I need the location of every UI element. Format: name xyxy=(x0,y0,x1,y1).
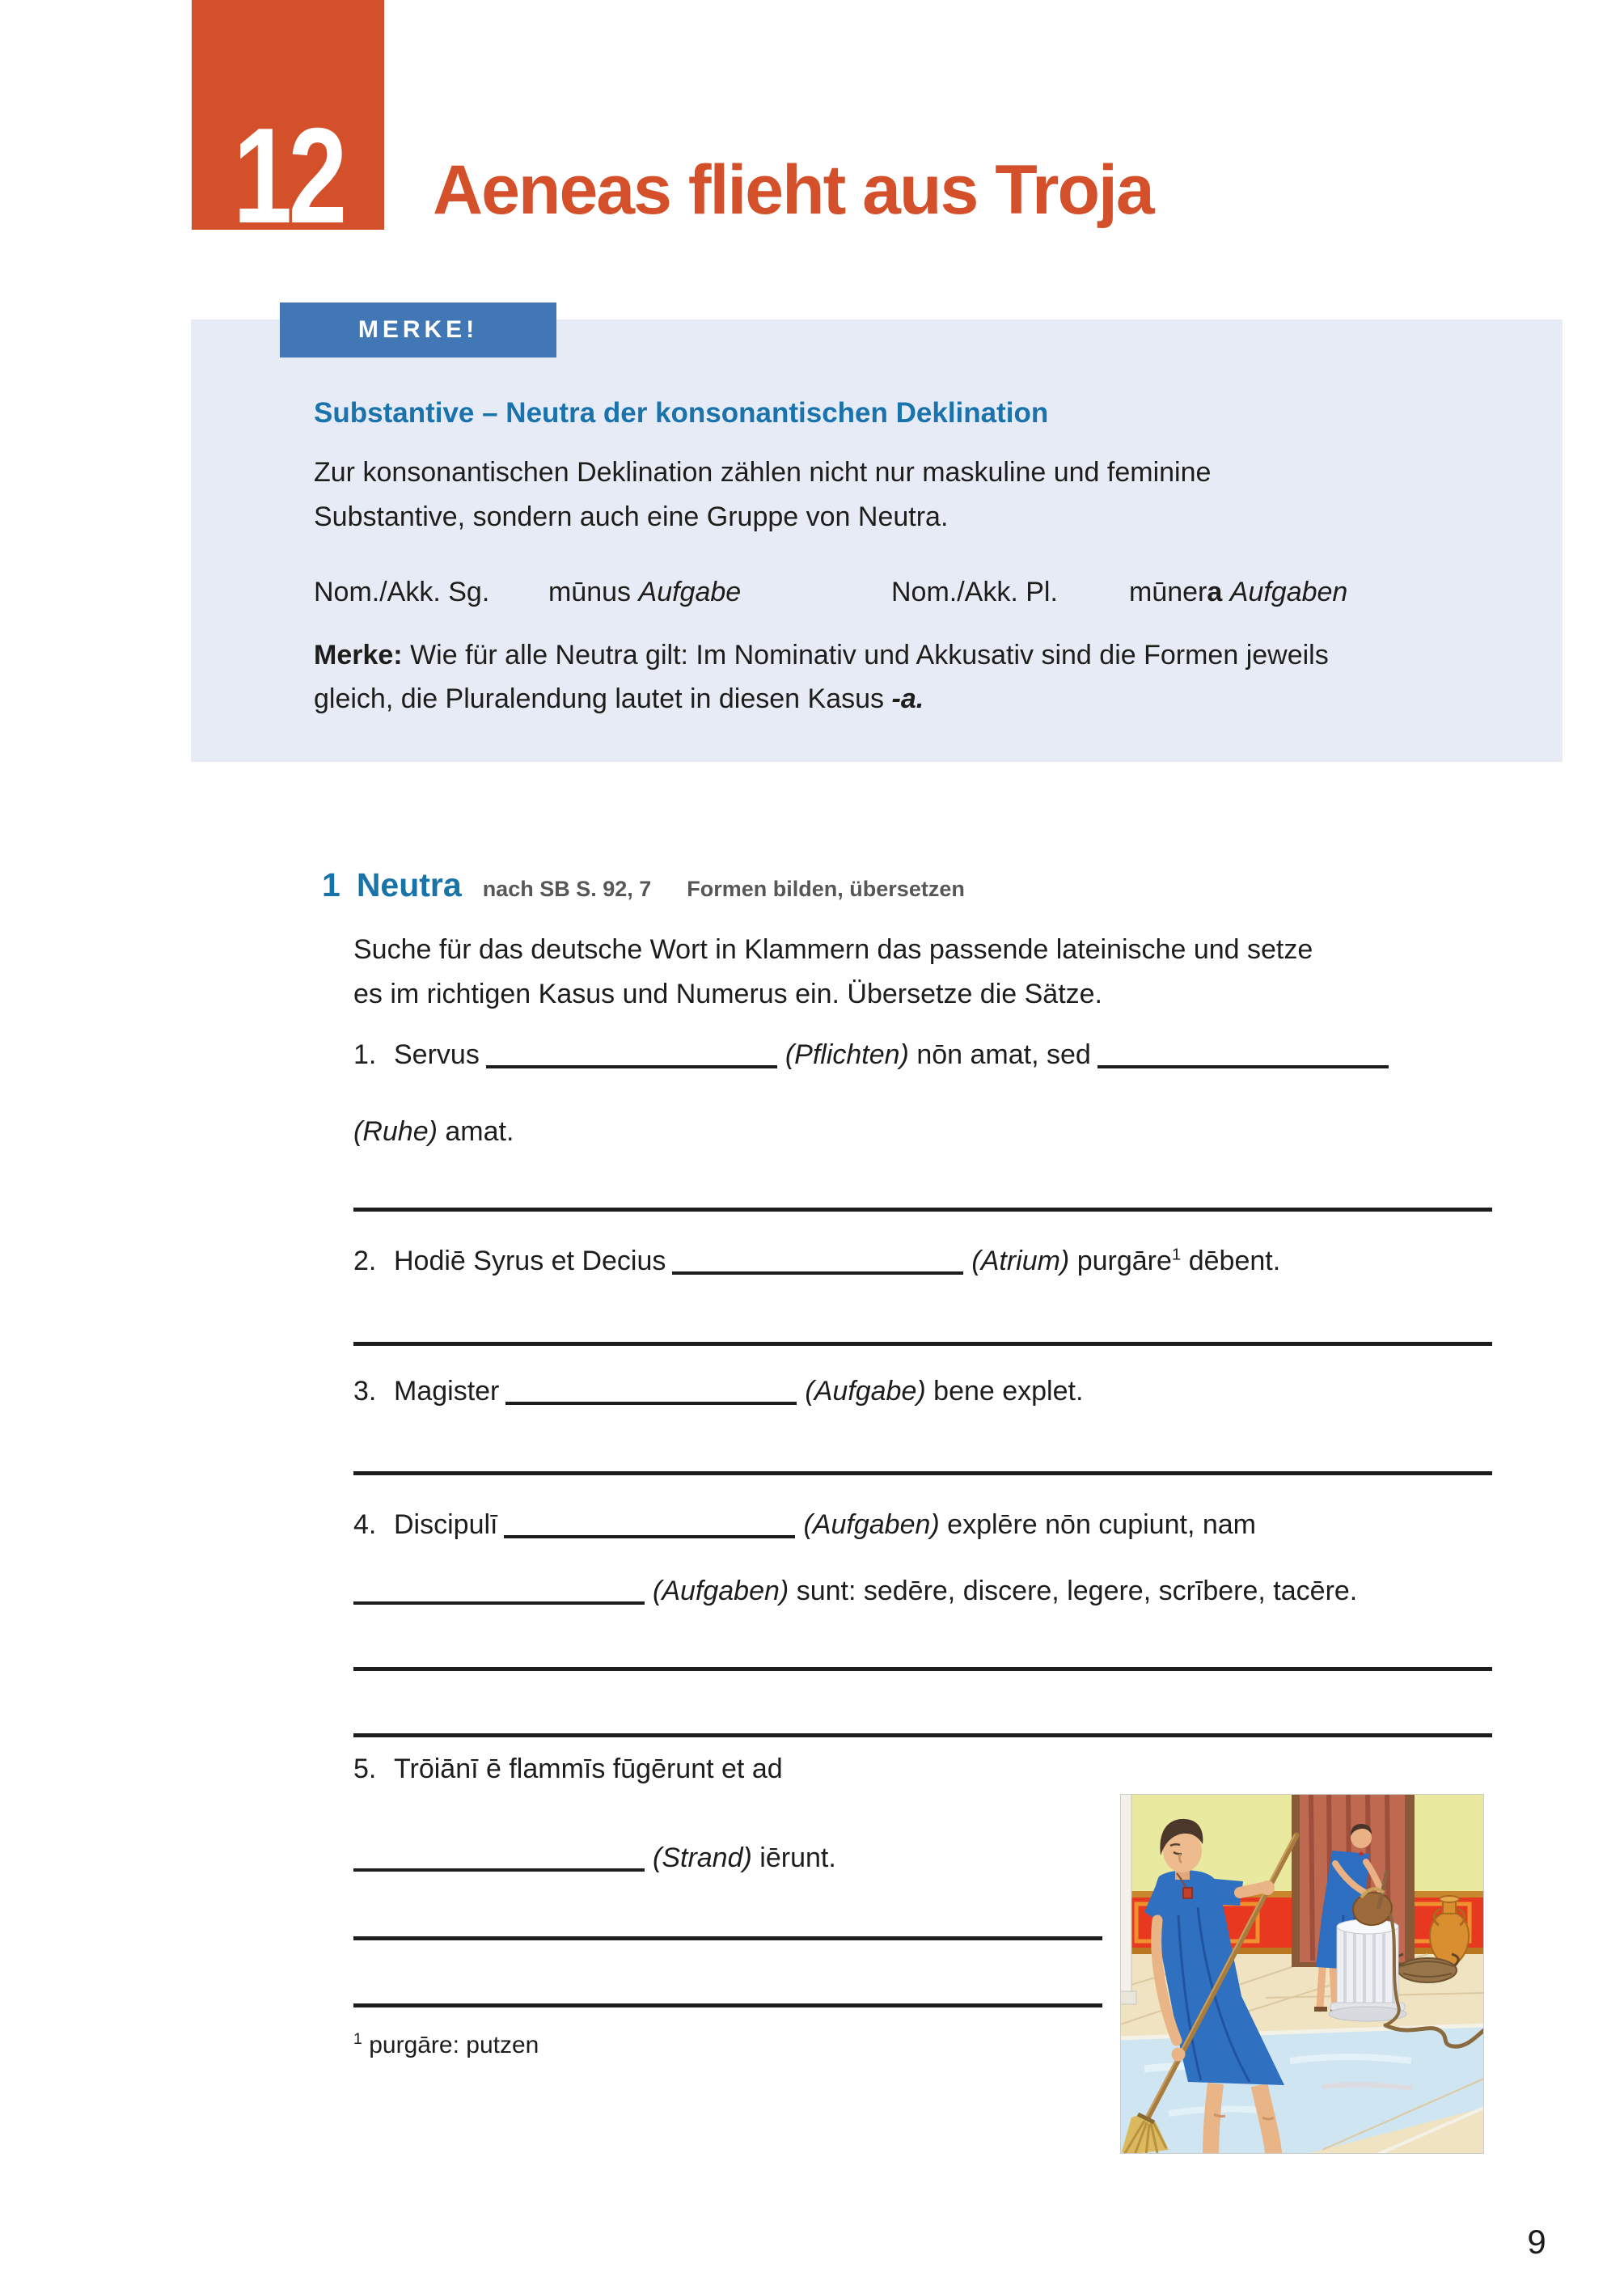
chapter-title: Aeneas flieht aus Troja xyxy=(433,151,1153,229)
answer-line xyxy=(353,1342,1492,1346)
exercise-item-1-line-2 xyxy=(353,1115,514,1149)
answer-line xyxy=(353,1208,1492,1212)
item-hint: (Aufgaben) xyxy=(803,1509,940,1540)
footnote xyxy=(353,2032,539,2059)
item-hint: (Ruhe) xyxy=(353,1116,438,1147)
merke-banner-label: MERKE! xyxy=(357,316,479,343)
item-number: 1. xyxy=(353,1039,377,1070)
exercise-item-1-line-1 xyxy=(353,1038,1397,1072)
merke-intro-line-1: Zur konsonantischen Deklination zählen nicht nur maskuline und feminine xyxy=(314,457,1212,488)
merke-note-text-1: Wie für alle Neutra gilt: Im Nominativ und Akkusativ sind die Formen jeweils xyxy=(410,640,1329,671)
declension-pl-german: Aufgaben xyxy=(1229,577,1348,607)
fill-blank xyxy=(672,1271,963,1275)
answer-line xyxy=(353,1733,1492,1737)
answer-line xyxy=(353,1471,1492,1475)
fill-blank xyxy=(353,1601,645,1605)
item-hint: (Aufgabe) xyxy=(805,1376,926,1407)
footnote-ref: 1 xyxy=(1171,1246,1182,1264)
fill-blank xyxy=(353,1868,645,1872)
item-text: bene explet. xyxy=(933,1376,1084,1407)
fill-blank xyxy=(504,1535,795,1538)
merke-box xyxy=(191,316,1563,762)
exercise-item-2 xyxy=(353,1244,1280,1279)
item-text: purgāre xyxy=(1076,1246,1172,1276)
declension-sg-label: Nom./Akk. Sg. xyxy=(314,577,490,607)
answer-line xyxy=(353,2003,1102,2007)
exercise-number: 1 xyxy=(322,866,340,903)
item-hint: (Atrium) xyxy=(971,1246,1070,1276)
item-text: Magister xyxy=(394,1376,500,1407)
merke-note-line-2 xyxy=(314,683,924,715)
merke-note-ending: -a. xyxy=(891,683,924,714)
declension-pl-latin-ending: a xyxy=(1207,577,1223,607)
item-number: 5. xyxy=(353,1754,377,1784)
item-text: Hodiē Syrus et Decius xyxy=(394,1246,666,1276)
exercise-item-5-line-1 xyxy=(353,1752,783,1787)
declension-sg-forms xyxy=(548,577,741,608)
footnote-text: purgāre: putzen xyxy=(369,2032,539,2058)
item-text: Discipulī xyxy=(394,1509,498,1540)
chapter-number-box xyxy=(192,0,384,252)
exercise-item-4-line-1 xyxy=(353,1508,1256,1542)
exercise-instruction-line-1: Suche für das deutsche Wort in Klammern das passende lateinische und setze xyxy=(353,934,1313,965)
declension-pl-label: Nom./Akk. Pl. xyxy=(891,577,1058,607)
item-hint: (Strand) xyxy=(653,1842,752,1873)
answer-line xyxy=(353,1667,1492,1671)
exercise-item-5-line-2 xyxy=(353,1841,836,1876)
exercise-item-3 xyxy=(353,1374,1083,1409)
item-text: amat. xyxy=(445,1116,514,1147)
merke-note-text-2: gleich, die Pluralendung lautet in diesen Kasus xyxy=(314,683,885,714)
item-text: dēbent. xyxy=(1188,1246,1281,1276)
merke-note-line-1 xyxy=(314,640,1329,671)
exercise-skills: Formen bilden, übersetzen xyxy=(687,877,965,901)
item-number: 3. xyxy=(353,1376,377,1407)
exercise-reference: nach SB S. 92, 7 xyxy=(482,877,652,901)
item-hint: (Aufgaben) xyxy=(653,1576,789,1606)
fill-blank xyxy=(1097,1065,1389,1068)
item-text: Servus xyxy=(394,1039,480,1070)
declension-sg-german: Aufgabe xyxy=(638,577,742,607)
item-number: 4. xyxy=(353,1509,377,1540)
merke-banner xyxy=(280,302,556,357)
exercise-instruction xyxy=(353,928,1313,1017)
merke-heading: Substantive – Neutra der konsonantischen Deklination xyxy=(314,397,1049,429)
item-text: nōn amat, sed xyxy=(916,1039,1091,1070)
declension-pl-latin-stem: mūner xyxy=(1129,577,1207,607)
merke-intro-line-2: Substantive, sondern auch eine Gruppe von Neutra. xyxy=(314,501,949,532)
item-text: iērunt. xyxy=(759,1842,836,1873)
chapter-number: 12 xyxy=(232,99,344,252)
item-text: explēre nōn cupiunt, nam xyxy=(947,1509,1256,1540)
exercise-instruction-line-2: es im richtigen Kasus und Numerus ein. Übersetze die Sätze. xyxy=(353,979,1103,1009)
exercise-title: Neutra xyxy=(356,866,462,903)
exercise-header xyxy=(322,866,965,904)
declension-pl-forms xyxy=(1129,577,1347,608)
fill-blank xyxy=(505,1402,797,1405)
footnote-marker: 1 xyxy=(353,2030,362,2048)
fill-blank xyxy=(486,1065,777,1068)
item-text: sunt: sedēre, discere, legere, scrībere, tacēre. xyxy=(796,1576,1358,1606)
declension-row xyxy=(191,577,1563,612)
item-number: 2. xyxy=(353,1246,377,1276)
page-number: 9 xyxy=(1527,2223,1546,2261)
item-text: Trōiānī ē flammīs fūgērunt et ad xyxy=(394,1754,783,1784)
item-hint: (Pflichten) xyxy=(785,1039,909,1070)
exercise-item-4-line-2 xyxy=(353,1574,1357,1609)
declension-sg-latin: mūnus xyxy=(548,577,632,607)
answer-line xyxy=(353,1936,1102,1940)
merke-note-label: Merke: xyxy=(314,640,403,671)
illustration-roman-atrium-cleaning-scene xyxy=(1120,1794,1484,2154)
